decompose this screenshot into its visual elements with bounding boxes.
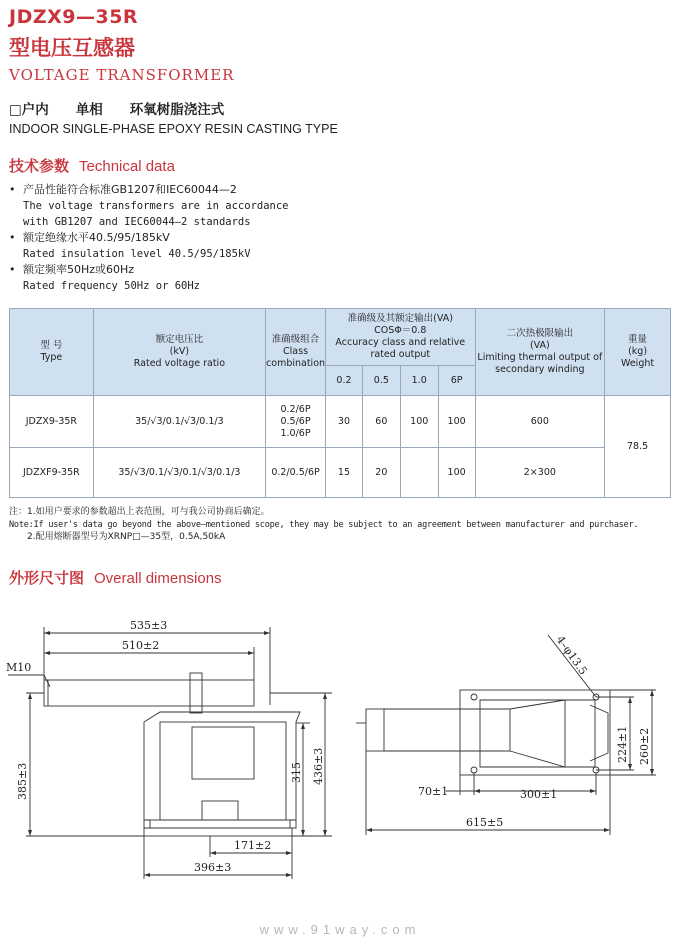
dimensions-heading — [9, 567, 222, 588]
dim-315: 315 — [290, 762, 303, 783]
top-view — [356, 635, 656, 835]
dim-300: 300±1 — [520, 788, 558, 801]
label-m10: M10 — [6, 661, 32, 674]
table-row — [10, 396, 671, 448]
dim-70: 70±1 — [418, 785, 449, 798]
cell-thermal: 2×300 — [475, 448, 605, 498]
bullet-item-en: with GB1207 and IEC60044—2 standards — [23, 216, 251, 228]
dim-385: 385±3 — [16, 762, 29, 800]
bullet-item: • 额定绝缘水平40.5∕95∕185kV — [9, 231, 170, 244]
notes — [9, 506, 638, 544]
front-view — [8, 627, 332, 879]
header-thermal: 二次热极限输出 (VA) Limiting thermal output of secondary winding — [475, 309, 605, 396]
header-class: 准确级组合 Class combination — [266, 309, 326, 396]
technical-bullets — [9, 182, 289, 294]
cell-weight: 78.5 — [605, 396, 671, 498]
note-2: 2.配用熔断器型号为XRNP□—35型，0.5A,50kA — [27, 532, 226, 542]
cell-class: 0.2/6P 0.5/6P 1.0/6P — [266, 396, 326, 448]
cell-acc-0.5: 20 — [362, 448, 400, 498]
header-weight: 重量 (kg) Weight — [605, 309, 671, 396]
dimensions-heading-cn: 外形尺寸图 — [9, 569, 85, 587]
cell-ratio: 35/√3/0.1/√3/0.1/3 — [93, 396, 265, 448]
cell-class: 0.2/0.5/6P — [266, 448, 326, 498]
watermark: www.91way.com — [259, 922, 421, 937]
table-row — [10, 448, 671, 498]
dimension-drawing — [0, 595, 680, 915]
cell-acc-0.2: 30 — [326, 396, 363, 448]
bullet-item: • 额定频率50Hz或60Hz — [9, 263, 135, 276]
dim-510: 510±2 — [122, 639, 160, 652]
dimensions-heading-en: Overall dimensions — [94, 570, 222, 587]
cell-type: JDZXF9-35R — [10, 448, 94, 498]
cell-thermal: 600 — [475, 396, 605, 448]
header-accuracy: 准确级及其额定输出(VA) COSΦ＝0.8 Accuracy class and relative rated output — [326, 309, 476, 366]
bullet-item-en: Rated insulation level 40.5∕95∕185kV — [23, 248, 251, 260]
dim-615: 615±5 — [466, 816, 504, 829]
product-title-cn: 型电压互感器 — [9, 36, 135, 60]
label-holes: 4–φ13.5 — [553, 633, 590, 678]
technical-data-heading-cn: 技术参数 — [9, 157, 70, 175]
dim-535: 535±3 — [130, 619, 168, 632]
cell-ratio: 35/√3/0.1/√3/0.1/√3/0.1/3 — [93, 448, 265, 498]
header-acc-6p: 6P — [438, 366, 475, 396]
dim-224: 224±1 — [616, 725, 629, 763]
header-type: 型 号 Type — [10, 309, 94, 396]
bullet-item-en: Rated frequency 50Hz or 60Hz — [23, 280, 201, 292]
dim-436: 436±3 — [312, 747, 325, 785]
bullet-item-en: The voltage transformers are in accordance — [23, 200, 289, 212]
dim-171: 171±2 — [234, 839, 272, 852]
note-1: 注：1.如用户要求的参数超出上表范围，可与我公司协商后确定。 — [9, 507, 270, 517]
dim-260: 260±2 — [638, 727, 651, 765]
technical-data-heading-en: Technical data — [79, 158, 175, 175]
product-type-en: INDOOR SINGLE-PHASE EPOXY RESIN CASTING TYPE — [9, 122, 338, 136]
header-acc-1.0: 1.0 — [400, 366, 438, 396]
cell-acc-1.0 — [400, 448, 438, 498]
product-title-en: VOLTAGE TRANSFORMER — [9, 66, 235, 84]
cell-type: JDZX9-35R — [10, 396, 94, 448]
product-type-cn: □户内 单相 环氧树脂浇注式 — [9, 102, 225, 118]
dim-396: 396±3 — [194, 861, 232, 874]
cell-acc-1.0: 100 — [400, 396, 438, 448]
header-acc-0.5: 0.5 — [362, 366, 400, 396]
technical-data-heading — [9, 155, 175, 176]
bullet-item: • 产品性能符合标准GB1207和IEC60044—2 — [9, 183, 237, 196]
cell-acc-6p: 100 — [438, 448, 475, 498]
cell-acc-6p: 100 — [438, 396, 475, 448]
note-1-en: Note:If user's data go beyond the above—mentioned scope, they may be subject to an agreement between manufacturer and purchaser. — [9, 519, 639, 530]
top-view-labels — [418, 633, 651, 829]
header-ratio: 额定电压比 (kV) Rated voltage ratio — [93, 309, 265, 396]
model-number: JDZX9—35R — [9, 6, 139, 28]
spec-table — [9, 308, 671, 498]
cell-acc-0.5: 60 — [362, 396, 400, 448]
header-acc-0.2: 0.2 — [326, 366, 363, 396]
cell-acc-0.2: 15 — [326, 448, 363, 498]
